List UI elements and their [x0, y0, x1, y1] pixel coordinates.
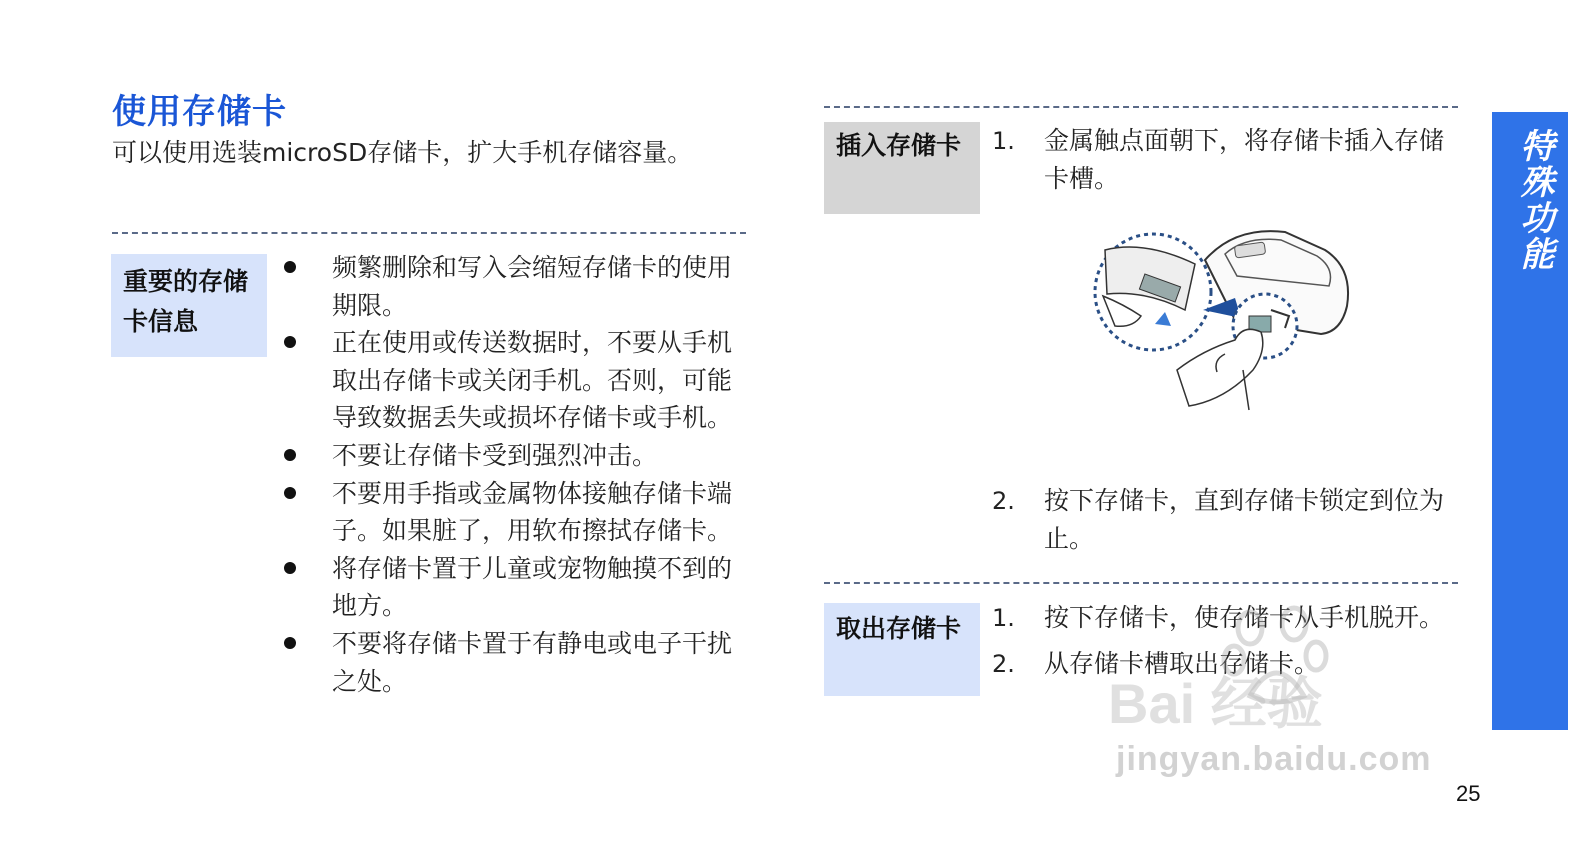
- watermark-brand: Bai 经验: [1108, 672, 1323, 735]
- step-number: 2.: [992, 650, 1015, 678]
- step-item: [992, 122, 1445, 198]
- intro-text: 可以使用选装microSD存储卡，扩大手机存储容量。: [112, 138, 693, 167]
- bullet-icon: [284, 487, 296, 499]
- step-number: 2.: [992, 487, 1015, 515]
- step-number: 1.: [992, 604, 1015, 632]
- list-item: 不要将存储卡置于有静电或电子干扰之处。: [332, 625, 732, 700]
- step-text: 金属触点面朝下，将存储卡插入存储卡槽。: [1044, 126, 1445, 193]
- divider-right-top: [824, 106, 1458, 108]
- important-info-label: 重要的存储卡信息: [111, 254, 267, 357]
- step-text: 按下存储卡，直到存储卡锁定到位为止。: [1044, 486, 1445, 553]
- page-number: 25: [1456, 781, 1481, 806]
- chapter-sidebar-tab: [1492, 112, 1568, 730]
- list-item: 不要让存储卡受到强烈冲击。: [332, 437, 732, 475]
- bullet-icon: [284, 637, 296, 649]
- list-item: 频繁删除和写入会缩短存储卡的使用期限。: [332, 249, 732, 324]
- step-item: [992, 599, 1445, 637]
- bullet-icon: [284, 336, 296, 348]
- important-info-list: [332, 249, 732, 700]
- insert-card-illustration: [1085, 220, 1365, 420]
- remove-card-label: 取出存储卡: [824, 603, 980, 696]
- insert-card-label: 插入存储卡: [824, 122, 980, 214]
- list-item: 正在使用或传送数据时，不要从手机取出存储卡或关闭手机。否则，可能导致数据丢失或损坏存储卡或手机。: [332, 324, 732, 437]
- divider-left: [112, 232, 746, 234]
- chapter-label: 特殊功能: [1514, 128, 1554, 272]
- watermark-url: jingyan.baidu.com: [1116, 740, 1432, 778]
- list-item: 不要用手指或金属物体接触存储卡端子。如果脏了，用软布擦拭存储卡。: [332, 475, 732, 550]
- insert-steps-2: [992, 482, 1445, 558]
- step-number: 1.: [992, 127, 1015, 155]
- list-item: 将存储卡置于儿童或宠物触摸不到的地方。: [332, 550, 732, 625]
- bullet-icon: [284, 449, 296, 461]
- step-text: 从存储卡槽取出存储卡。: [1044, 649, 1320, 678]
- page-title: 使用存储卡: [112, 92, 287, 132]
- bullet-icon: [284, 261, 296, 273]
- divider-right-bottom: [824, 582, 1458, 584]
- insert-steps-1: [992, 122, 1445, 198]
- step-item: [992, 482, 1445, 558]
- bullet-icon: [284, 562, 296, 574]
- step-text: 按下存储卡，使存储卡从手机脱开。: [1044, 603, 1445, 632]
